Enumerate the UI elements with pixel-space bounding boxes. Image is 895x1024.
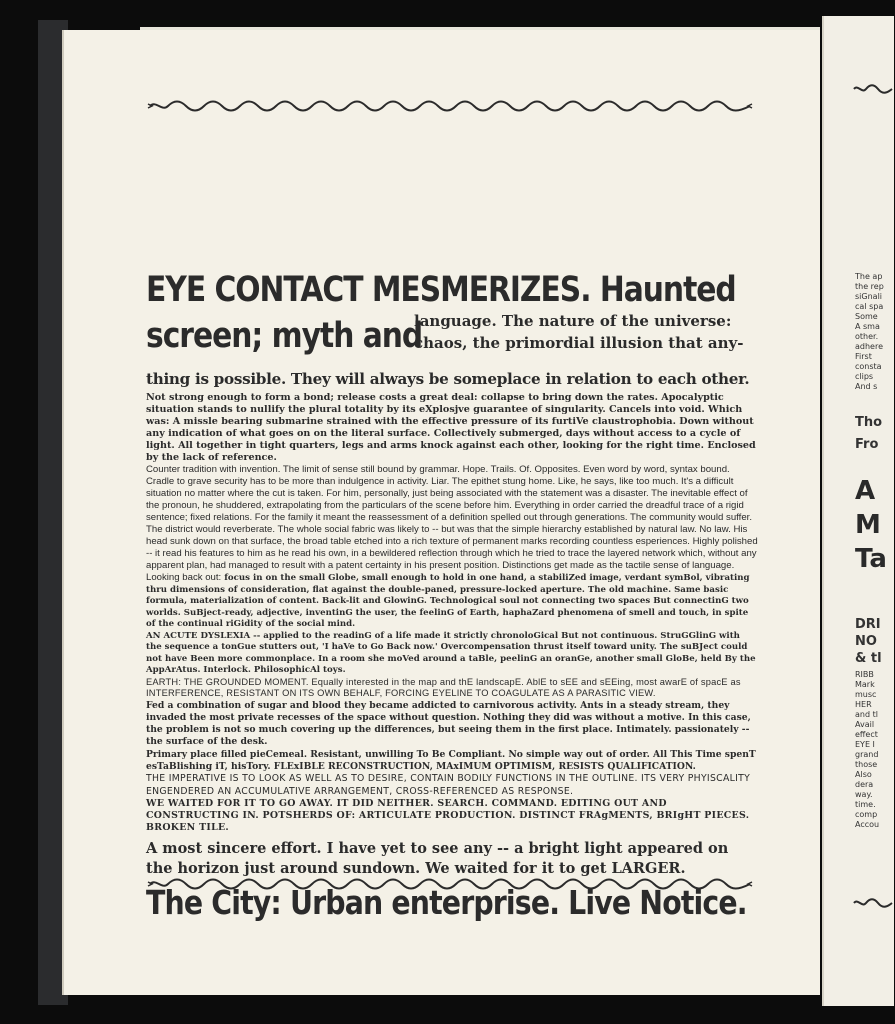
paragraph-earth: EARTH: THE GROUNDED MOMENT. Equally interested in the map and thE landscapE. AblE to sEE and sEEing, most awarE of spacE as INTERFERENCE, RESISTANT ON ITS OWN BEHALF, FORCING EYELINE TO COAGULATE AS A PARASITIC VIEW. xyxy=(146,676,741,698)
looking-back-body: focus in on the small Globe, small enough to hold in one hand, a stabiliZed image, verdant symBol, vibrating thru dimensions of consideration, flat against the double-paned, pressure-locked aperture. The old machine. Same basic formula, materialization of content. Back-lit and GlowinG. Technological soul not connecting two spaces But connectinG two worlds. SuBject-ready, adjective, inventinG the user, the feelinG of Earth, haphaZard phenomena of smell and touch, in spite of the continual riGidity of the social mind. xyxy=(146,573,750,629)
paragraph-sincere-effort: A most sincere effort. I have yet to see any -- a bright light appeared on the horizon just around sundown. We waited for it to get LARGER. xyxy=(146,839,729,877)
right-page-big-letter: M xyxy=(855,510,881,540)
right-page-fragment-line: Avail xyxy=(855,720,875,729)
right-page-fragment-line: comp xyxy=(855,810,878,819)
right-page-fragment-line: consta xyxy=(855,362,882,371)
right-page-fragment-line: other. xyxy=(855,332,879,341)
right-page-fragment-line: those xyxy=(855,760,878,769)
paragraph-waited: WE WAITED FOR IT TO GO AWAY. IT DID NEITHER. SEARCH. COMMAND. EDITING OUT AND CONSTRUCTING IN. POTSHERDS OF: ARTICULATE PRODUCTION. DISTINCT FRAgMENTS, BRIgHT PIECES. BROKEN TILE. xyxy=(146,797,750,834)
right-page-fragment-line: adhere xyxy=(855,342,884,351)
poem-text-block xyxy=(146,270,758,925)
right-page-fragment-line: cal spa xyxy=(855,302,884,311)
right-page-tho: Tho xyxy=(855,415,883,430)
right-page-mid-lines xyxy=(855,616,895,667)
right-page-fragment-line: musc xyxy=(855,690,877,699)
paragraph-sugar-blood: Fed a combination of sugar and blood they became addicted to carnivorous activity. Ants in a steady stream, they invaded the most private recesses of the space without question. Nothing they did was without a motive. In this case, the problem is not so much covering up the differences, but seeing them in the first place. Intimately. passionately -- the surface of the desk. xyxy=(146,699,751,748)
right-page-small-lines-2 xyxy=(855,670,895,830)
right-page-fragment-line: Some xyxy=(855,312,878,321)
right-page-fragment-line: grand xyxy=(855,750,879,759)
headline-line-2-small: language. The nature of the universe: chaos, the primordial illusion that any- xyxy=(414,312,744,352)
right-page-mid-line: & tl xyxy=(855,651,882,666)
paragraph-imperative: THE IMPERATIVE IS TO LOOK AS WELL AS TO DESIRE, CONTAIN BODILY FUNCTIONS IN THE OUTLINE. ITS VERY PHYISCALITY ENGENDERED AN ACCUMULATIVE ARRANGEMENT, CROSS-REFERENCED AS RESPONSE. xyxy=(146,773,751,797)
top-ornament-border xyxy=(146,98,754,114)
right-page-fragment-line: effect xyxy=(855,730,878,739)
right-page-fragment-line: Accou xyxy=(855,820,880,829)
bottom-ornament-border xyxy=(146,876,754,892)
paragraph-counter-tradition: Counter tradition with invention. The limit of sense still bound by grammar. Hope. Trails. Of. Opposites. Even word by word, syntax bound. Cradle to grave security has to be more than indulgence in activity. Liar. The epithet stung home. Like, he says, like too much. It's a difficult situation no matter where the cut is taken. For him, personally, just being associated with the statement was a disaster. The inevitable effect of the pronoun, he shuddered, extrapolating from the particulars of the scene before him. Everything in order carried the dreadful trace of a rigid sentence; fixed relations. For the family it meant the reassessment of a definition spelled out through generations. The community would suffer. The district would reverberate. The whole social fabric was likely to -- but was that the simple hierarchy established by natural law. No law. His head sunk down on that surface, the broad table etched into a rich texture of permanent marks recording countless esperiences. Highly polished -- it read his features to him as he read his own, in a bewildered reflection through which he tried to trace the layered network which, without any apparent plan, had managed to result with a patent certainty in his present position. Distinctions get made as the tactile sense of language. xyxy=(146,464,758,571)
right-page-fro: Fro xyxy=(855,437,879,452)
right-page-fragment-line: siGnali xyxy=(855,292,883,301)
right-page-mid-line: DRI xyxy=(855,617,881,632)
paragraph-dyslexia: AN ACUTE DYSLEXIA -- applied to the readinG of a life made it strictly chronoloGical But not continuous. StruGGlinG with the sequence a tonGue stutters out, 'I haVe to Go Back now.' Overcompensation thrust itself toward unity. The suBJect could not have Been more commonplace. In a room she moVed around a taBle, peelinG an oranGe, another small GloBe, held By the AppArAtus. Interlock. PhilosophicAl toys. xyxy=(146,630,756,675)
looking-back-lead: Looking back out: xyxy=(146,572,222,583)
right-page-fragment-line: the rep xyxy=(855,282,884,291)
right-page-fragment-line: time. xyxy=(855,800,876,809)
right-page-fragment-line: Mark xyxy=(855,680,875,689)
right-page-ornament-top xyxy=(852,82,892,96)
paragraph-city: The City: Urban enterprise. Live Notice. xyxy=(146,882,747,922)
right-page-fragment-line: A sma xyxy=(855,322,880,331)
right-page-fragment-line: Also xyxy=(855,770,872,779)
right-page-fragment-line: EYE I xyxy=(855,740,875,749)
right-page xyxy=(822,16,894,1006)
right-page-fragment-line: RIBB xyxy=(855,670,874,679)
right-page-big-letter: A xyxy=(855,476,876,506)
right-page-big-letters xyxy=(855,474,895,576)
headline-line-1: EYE CONTACT MESMERIZES. Haunted xyxy=(146,270,736,310)
headline-line-2-large: screen; myth and xyxy=(146,316,423,356)
paragraph-looking-back xyxy=(146,572,758,631)
right-page-fragment-line: First xyxy=(855,352,872,361)
right-page-fragment-line: and tl xyxy=(855,710,878,719)
right-page-fragment-line: dera xyxy=(855,780,874,789)
right-page-mid-line: NO xyxy=(855,634,877,649)
right-page-fragment-line: HER xyxy=(855,700,872,709)
paragraph-primary-place: Primary place filled pieCemeal. Resistant, unwilling To Be Compliant. No simple way out of order. All This Time spenT esTaBlishing iT, hisTory. FLExIBLE RECONSTRUCTION, MAxIMUM OPTIMISM, RESISTS QUALIFICATION. xyxy=(146,748,756,772)
paragraph-submarine: Not strong enough to form a bond; release costs a great deal: collapse to bring down the rates. Apocalyptic situation stands to nullify the plural totality by its eXplosjve guarantee of singularity. Cancels into void. Which was: A missle bearing submarine strained with the effective pressure of its furtiVe claustrophobia. Down without any indication of what goes on on the literal surface. Collectively submerged, days without access to a cycle of light. All together in tight quarters, legs and arms knock against each other, looking for the right time. Enclosed by the lack of reference. xyxy=(146,392,756,463)
right-page-fragment-line: The ap xyxy=(855,272,883,281)
headline-row-2 xyxy=(146,310,758,368)
right-page-big-letter: Ta xyxy=(855,544,887,574)
right-page-fragment-line: And s xyxy=(855,382,878,391)
headline-line-3: thing is possible. They will always be someplace in relation to each other. xyxy=(146,370,750,388)
right-page-ornament-bottom xyxy=(852,896,892,910)
right-page-small-lines-1 xyxy=(855,272,895,392)
right-page-fragment-line: way. xyxy=(855,790,873,799)
right-page-fragment-line: clips xyxy=(855,372,874,381)
